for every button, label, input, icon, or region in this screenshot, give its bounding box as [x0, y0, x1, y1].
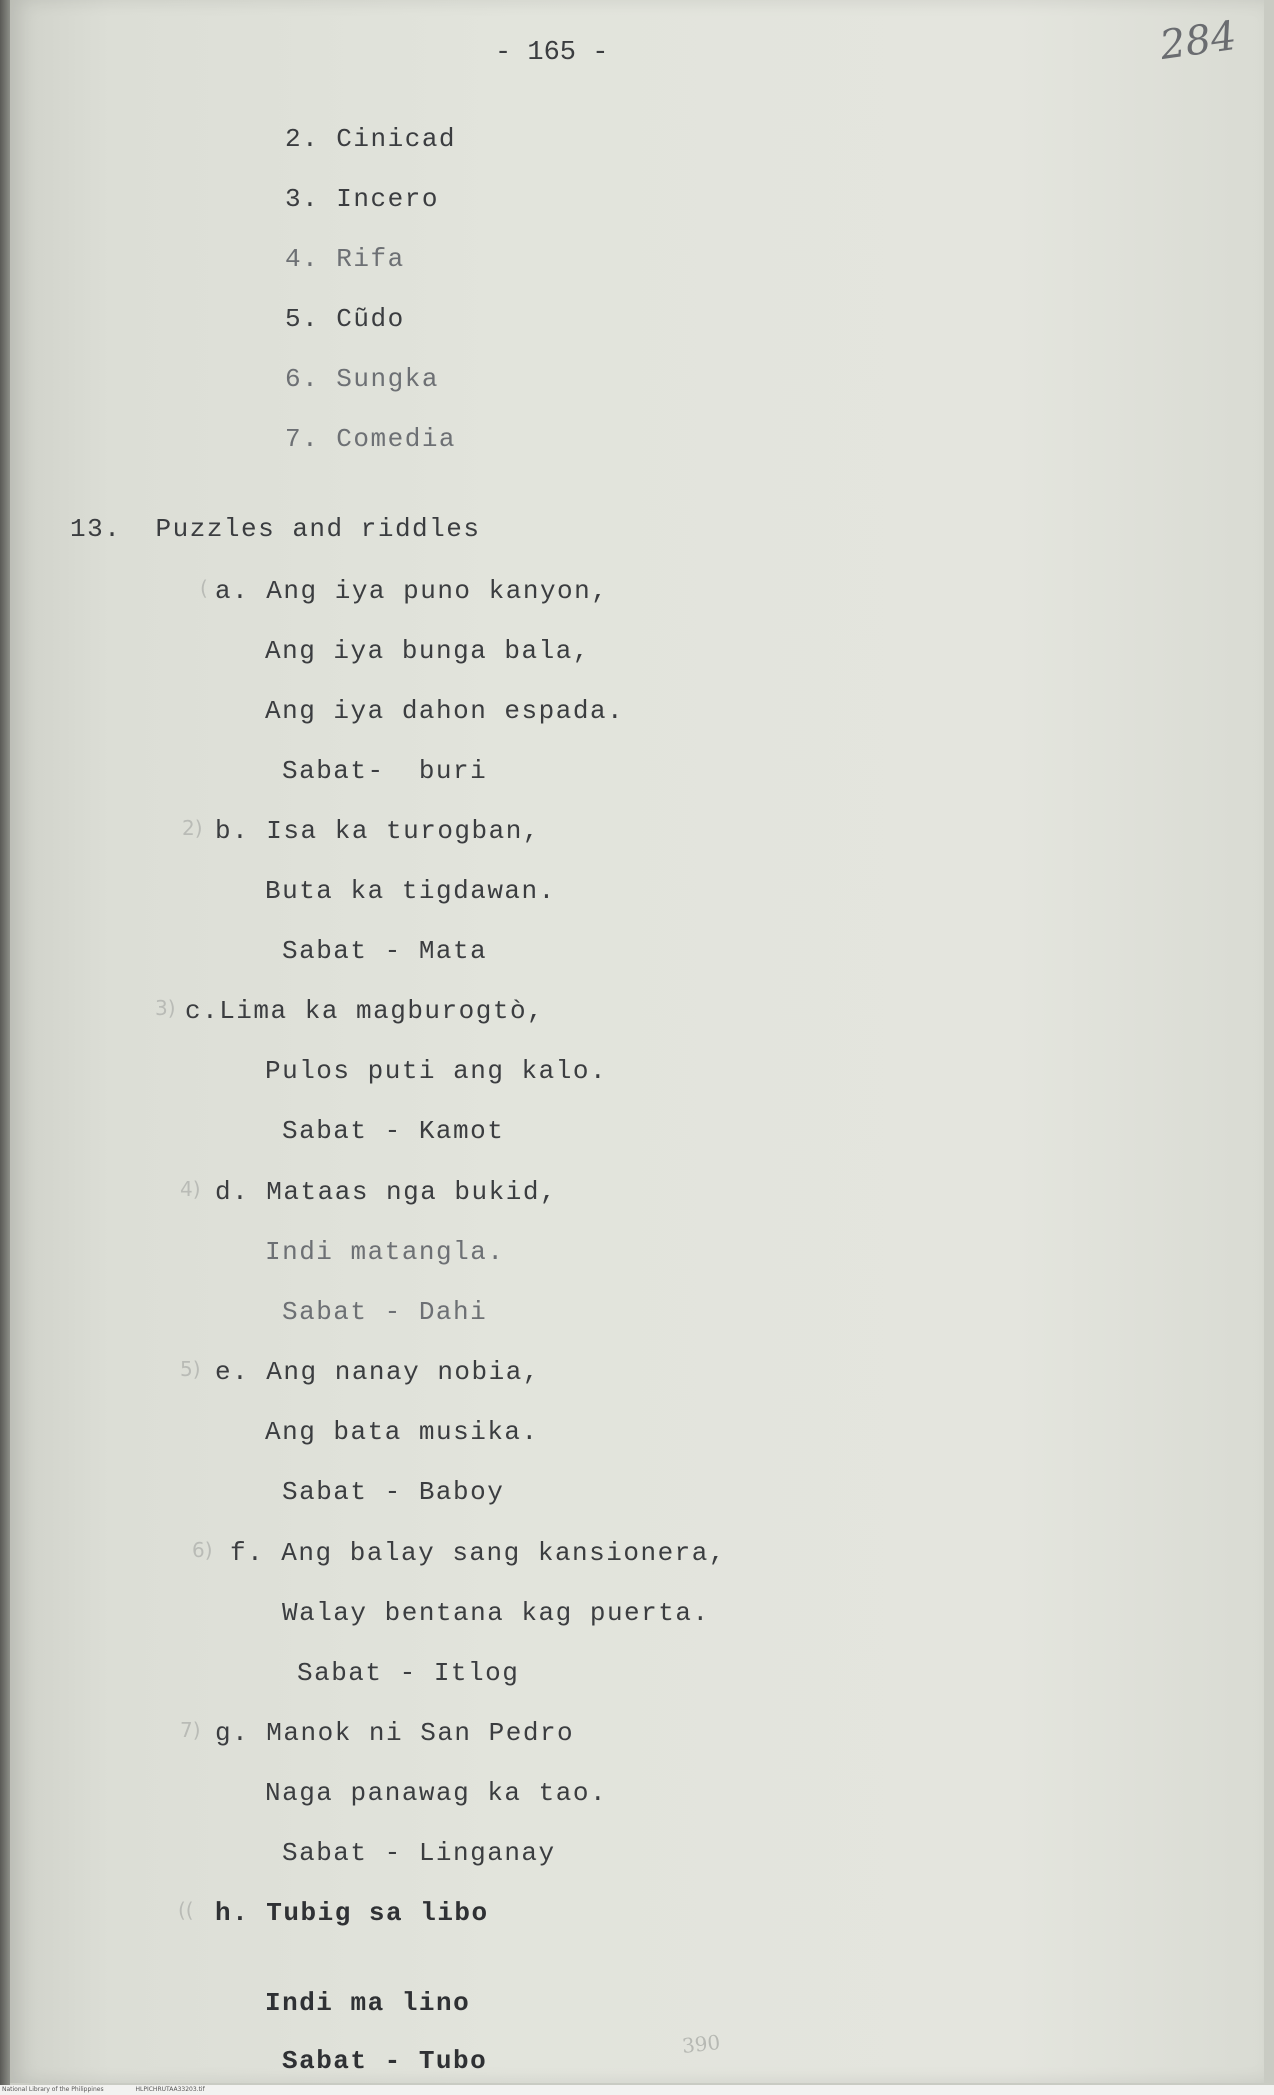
- margin-mark: 5): [180, 1357, 201, 1381]
- riddle-d-line-2: Indi matangla.: [265, 1237, 505, 1267]
- margin-mark: 2): [182, 816, 203, 840]
- document-page: [10, 0, 1264, 2083]
- faint-pencil-number: 390: [680, 2030, 722, 2058]
- riddle-c-line-1: c.Lima ka magburogtò,: [185, 996, 545, 1026]
- footer-filename: HLPICHRUTAA33203.tif: [135, 2086, 205, 2093]
- riddle-e-line-1: e. Ang nanay nobia,: [215, 1357, 540, 1387]
- list-item: 6. Sungka: [285, 364, 439, 394]
- riddle-e-line-2: Ang bata musika.: [265, 1417, 539, 1447]
- riddle-a-line-1: a. Ang iya puno kanyon,: [215, 576, 609, 606]
- riddle-a-answer: Sabat- buri: [282, 756, 488, 786]
- riddle-c-line-2: Pulos puti ang kalo.: [265, 1056, 608, 1086]
- scan-footer: [0, 2085, 1274, 2095]
- riddle-g-line-1: g. Manok ni San Pedro: [215, 1718, 575, 1748]
- margin-mark: (: [200, 576, 208, 600]
- riddle-b-line-1: b. Isa ka turogban,: [215, 816, 540, 846]
- page-number: - 165 -: [495, 38, 609, 68]
- riddle-b-answer: Sabat - Mata: [282, 936, 488, 966]
- riddle-g-answer: Sabat - Linganay: [282, 1838, 556, 1868]
- riddle-e-answer: Sabat - Baboy: [282, 1477, 505, 1507]
- margin-mark: 7): [180, 1718, 201, 1742]
- margin-mark: ((: [178, 1898, 194, 1922]
- riddle-d-answer: Sabat - Dahi: [282, 1297, 488, 1327]
- riddle-a-line-2: Ang iya bunga bala,: [265, 636, 590, 666]
- riddle-f-line-2: Walay bentana kag puerta.: [282, 1598, 710, 1628]
- section-heading: 13. Puzzles and riddles: [70, 514, 481, 544]
- list-item: 7. Comedia: [285, 424, 457, 454]
- list-item: 4. Rifa: [285, 244, 405, 274]
- riddle-f-answer: Sabat - Itlog: [297, 1658, 520, 1688]
- riddle-h-answer: Sabat - Tubo: [282, 2046, 488, 2076]
- list-item: 5. Cũdo: [285, 304, 405, 334]
- handwritten-page-number: 284: [1157, 12, 1240, 70]
- riddle-f-line-1: f. Ang balay sang kansionera,: [230, 1538, 726, 1568]
- margin-mark: 3): [155, 996, 176, 1020]
- riddle-h-line-1: h. Tubig sa libo: [215, 1898, 489, 1928]
- footer-source: National Library of the Philippines: [2, 2086, 104, 2093]
- list-item: 2. Cinicad: [285, 124, 457, 154]
- riddle-c-answer: Sabat - Kamot: [282, 1116, 505, 1146]
- riddle-g-line-2: Naga panawag ka tao.: [265, 1778, 608, 1808]
- riddle-h-line-2: Indi ma lino: [265, 1988, 471, 2018]
- book-spine-edge: [0, 0, 10, 2095]
- riddle-a-line-3: Ang iya dahon espada.: [265, 696, 625, 726]
- list-item: 3. Incero: [285, 184, 439, 214]
- margin-mark: 4): [180, 1177, 201, 1201]
- riddle-d-line-1: d. Mataas nga bukid,: [215, 1177, 558, 1207]
- margin-mark: 6): [192, 1538, 213, 1562]
- riddle-b-line-2: Buta ka tigdawan.: [265, 876, 556, 906]
